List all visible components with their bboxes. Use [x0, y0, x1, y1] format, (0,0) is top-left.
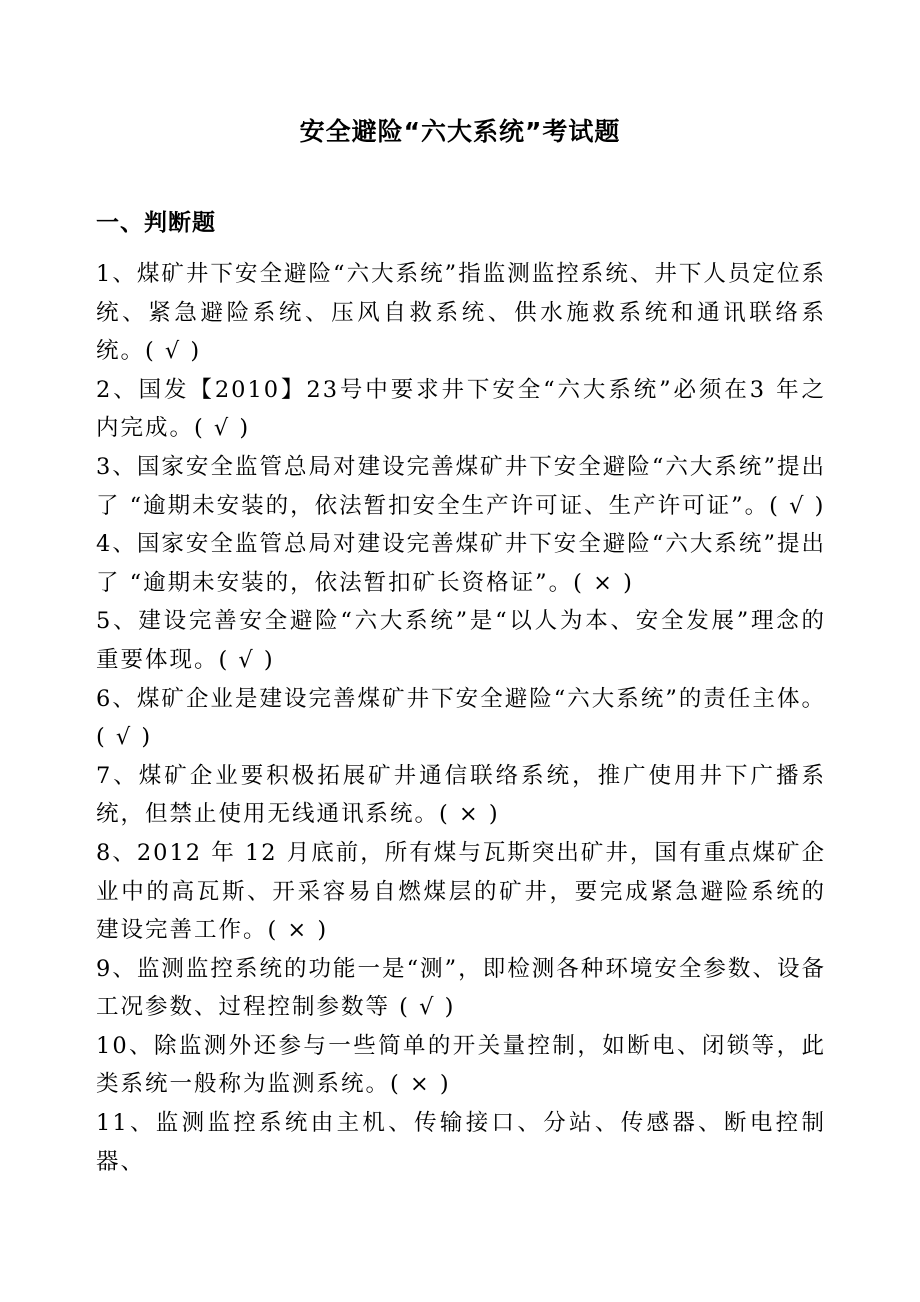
question-item-9: 9、监测监控系统的功能一是“测”，即检测各种环境安全参数、设备工况参数、过程控制参数等 ( √ ): [96, 955, 826, 1021]
question-item-7: 7、煤矿企业要积极拓展矿井通信联络系统，推广使用井下广播系统，但禁止使用无线通讯系统。( × ): [96, 762, 826, 828]
question-item-3: 3、国家安全监管总局对建设完善煤矿井下安全避险“六大系统”提出了 “逾期未安装的，依法暂扣安全生产许可证、生产许可证”。( √ ): [96, 453, 826, 519]
question-item-10: 10、除监测外还参与一些简单的开关量控制，如断电、闭锁等，此类系统一般称为监测系统。( × ): [96, 1032, 826, 1098]
question-item-1: 1、煤矿井下安全避险“六大系统”指监测监控系统、井下人员定位系统、紧急避险系统、压风自救系统、供水施救系统和通讯联络系统。( √ ): [96, 261, 826, 365]
question-item-5: 5、建设完善安全避险“六大系统”是“以人为本、安全发展”理念的重要体现。( √ ): [96, 608, 826, 673]
question-list: [96, 255, 826, 1181]
document-title: 安全避险“六大系统”考试题: [299, 117, 621, 146]
question-item-8: 8、2012 年 12 月底前，所有煤与瓦斯突出矿井，国有重点煤矿企业中的高瓦斯、开采容易自燃煤层的矿井，要完成紧急避险系统的建设完善工作。( × ): [96, 839, 826, 944]
section-heading: 一、判断题: [96, 210, 216, 236]
question-item-6: 6、煤矿企业是建设完善煤矿井下安全避险“六大系统”的责任主体。( √ ): [96, 685, 826, 751]
question-item-4: 4、国家安全监管总局对建设完善煤矿井下安全避险“六大系统”提出了 “逾期未安装的，依法暂扣矿长资格证”。( × ): [96, 531, 826, 596]
question-item-2: 2、国发【2010】23号中要求井下安全“六大系统”必须在3 年之内完成。( √ ): [96, 376, 826, 442]
question-item-11: 11、监测监控系统由主机、传输接口、分站、传感器、断电控制器、: [96, 1110, 826, 1175]
